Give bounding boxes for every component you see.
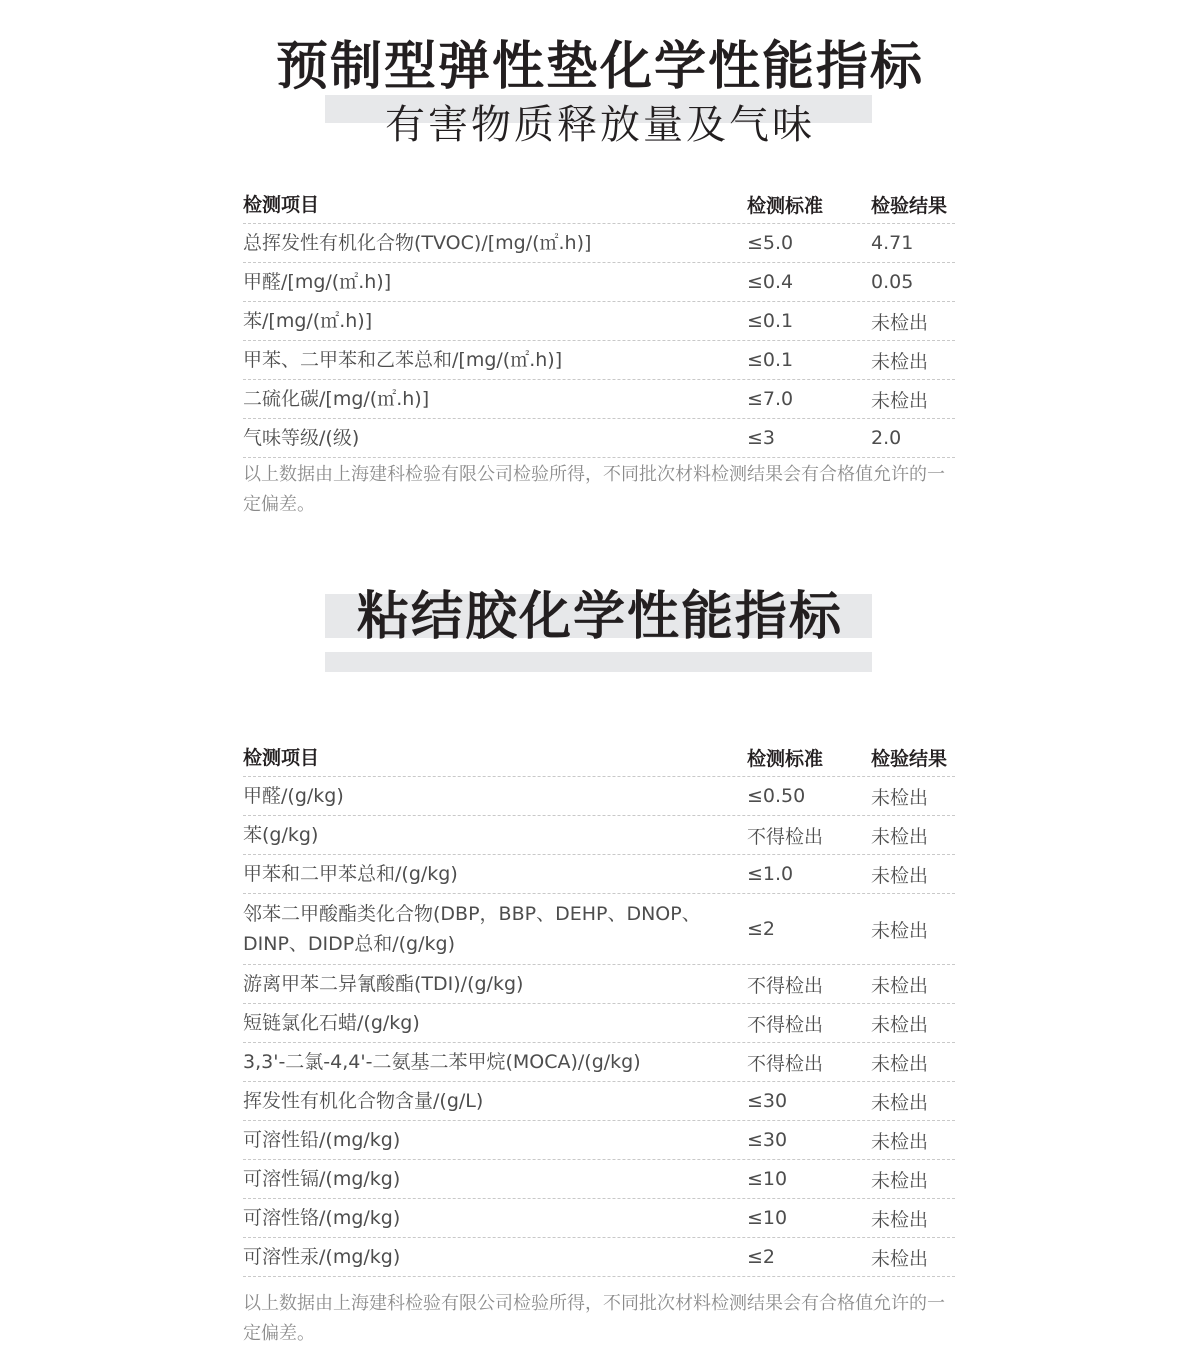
header-result: 检验结果 bbox=[871, 748, 948, 770]
cell-result: 未检出 bbox=[871, 825, 929, 848]
cell-standard: 不得检出 bbox=[747, 825, 824, 848]
cell-result: 4.71 bbox=[871, 232, 914, 254]
cell-result: 未检出 bbox=[871, 1130, 929, 1153]
table-header-row bbox=[243, 739, 955, 777]
section2-note: 以上数据由上海建科检验有限公司检验所得，不同批次材料检测结果会有合格值允许的一定偏差。 bbox=[243, 1293, 945, 1344]
table-row bbox=[243, 1082, 955, 1121]
cell-standard: ≤0.1 bbox=[747, 310, 794, 332]
table-row bbox=[243, 816, 955, 855]
cell-standard: ≤2 bbox=[747, 1246, 776, 1268]
table-row bbox=[243, 965, 955, 1004]
cell-standard: ≤10 bbox=[747, 1207, 788, 1229]
table-row bbox=[243, 855, 955, 894]
table-row bbox=[243, 894, 955, 965]
cell-item: 苯(g/kg) bbox=[243, 824, 319, 846]
table-row bbox=[243, 224, 955, 263]
table-header-row bbox=[243, 186, 955, 224]
header-item: 检测项目 bbox=[243, 193, 320, 216]
cell-result: 未检出 bbox=[871, 1208, 929, 1231]
table-row bbox=[243, 1199, 955, 1238]
cell-item: 甲苯和二甲苯总和/(g/kg) bbox=[243, 863, 458, 885]
cell-item: 可溶性铅/(mg/kg) bbox=[243, 1129, 401, 1151]
cell-item: 邻苯二甲酸酯类化合物(DBP，BBP、DEHP、DNOP、DINP、DIDP总和/(g/kg) bbox=[243, 903, 701, 955]
table-row bbox=[243, 1160, 955, 1199]
cell-result: 未检出 bbox=[871, 1013, 929, 1036]
cell-item: 3,3'-二氯-4,4'-二氨基二苯甲烷(MOCA)/(g/kg) bbox=[243, 1051, 641, 1073]
cell-result: 2.0 bbox=[871, 427, 902, 449]
header-result: 检验结果 bbox=[871, 195, 948, 217]
cell-item: 甲苯、二甲苯和乙苯总和/[mg/(㎡.h)] bbox=[243, 349, 563, 371]
cell-result: 未检出 bbox=[871, 864, 929, 887]
cell-result: 未检出 bbox=[871, 919, 929, 942]
cell-standard: ≤10 bbox=[747, 1168, 788, 1190]
cell-item: 二硫化碳/[mg/(㎡.h)] bbox=[243, 388, 430, 410]
section2-title: 粘结胶化学性能指标 bbox=[356, 587, 843, 647]
cell-standard: ≤3 bbox=[747, 427, 776, 449]
cell-standard: ≤0.4 bbox=[747, 271, 794, 293]
cell-item: 挥发性有机化合物含量/(g/L) bbox=[243, 1090, 484, 1112]
section1-subtitle: 有害物质释放量及气味 bbox=[385, 102, 815, 148]
cell-standard: ≤7.0 bbox=[747, 388, 794, 410]
cell-standard: ≤0.1 bbox=[747, 349, 794, 371]
table-row bbox=[243, 1121, 955, 1160]
cell-result: 未检出 bbox=[871, 1091, 929, 1114]
section1-title: 预制型弹性垫化学性能指标 bbox=[275, 37, 924, 97]
cell-item: 可溶性汞/(mg/kg) bbox=[243, 1246, 401, 1268]
header-item: 检测项目 bbox=[243, 746, 320, 769]
cell-standard: ≤30 bbox=[747, 1090, 788, 1112]
cell-item: 气味等级/(级) bbox=[243, 427, 360, 449]
cell-item: 可溶性镉/(mg/kg) bbox=[243, 1168, 401, 1190]
title-underline-band bbox=[325, 652, 872, 672]
cell-item: 甲醛/[mg/(㎡.h)] bbox=[243, 271, 392, 293]
cell-result: 未检出 bbox=[871, 974, 929, 997]
cell-standard: ≤2 bbox=[747, 918, 776, 940]
cell-result: 未检出 bbox=[871, 350, 929, 373]
cell-item: 游离甲苯二异氰酸酯(TDI)/(g/kg) bbox=[243, 973, 524, 995]
cell-item: 可溶性铬/(mg/kg) bbox=[243, 1207, 401, 1229]
cell-standard: 不得检出 bbox=[747, 1013, 824, 1036]
table-row bbox=[243, 341, 955, 380]
cell-item: 短链氯化石蜡/(g/kg) bbox=[243, 1012, 420, 1034]
table-row bbox=[243, 380, 955, 419]
table-row bbox=[243, 1238, 955, 1277]
cell-result: 未检出 bbox=[871, 1052, 929, 1075]
cell-standard: ≤30 bbox=[747, 1129, 788, 1151]
header-standard: 检测标准 bbox=[747, 195, 824, 217]
table-row bbox=[243, 419, 955, 458]
cell-standard: 不得检出 bbox=[747, 1052, 824, 1075]
section2-table bbox=[243, 739, 955, 1277]
cell-result: 未检出 bbox=[871, 786, 929, 809]
table-row bbox=[243, 1004, 955, 1043]
cell-standard: ≤1.0 bbox=[747, 863, 794, 885]
cell-result: 未检出 bbox=[871, 311, 929, 334]
table-row bbox=[243, 1043, 955, 1082]
table-row bbox=[243, 263, 955, 302]
cell-result: 未检出 bbox=[871, 389, 929, 412]
cell-item: 甲醛/(g/kg) bbox=[243, 785, 344, 807]
table-row bbox=[243, 777, 955, 816]
header-standard: 检测标准 bbox=[747, 748, 824, 770]
cell-item: 总挥发性有机化合物(TVOC)/[mg/(㎡.h)] bbox=[243, 232, 592, 254]
cell-item: 苯/[mg/(㎡.h)] bbox=[243, 310, 373, 332]
cell-result: 0.05 bbox=[871, 271, 914, 293]
cell-standard: ≤0.50 bbox=[747, 785, 806, 807]
cell-result: 未检出 bbox=[871, 1247, 929, 1270]
cell-result: 未检出 bbox=[871, 1169, 929, 1192]
cell-standard: ≤5.0 bbox=[747, 232, 794, 254]
table-row bbox=[243, 302, 955, 341]
cell-standard: 不得检出 bbox=[747, 974, 824, 997]
section1-note: 以上数据由上海建科检验有限公司检验所得，不同批次材料检测结果会有合格值允许的一定偏差。 bbox=[243, 464, 945, 515]
section1-table bbox=[243, 186, 955, 458]
